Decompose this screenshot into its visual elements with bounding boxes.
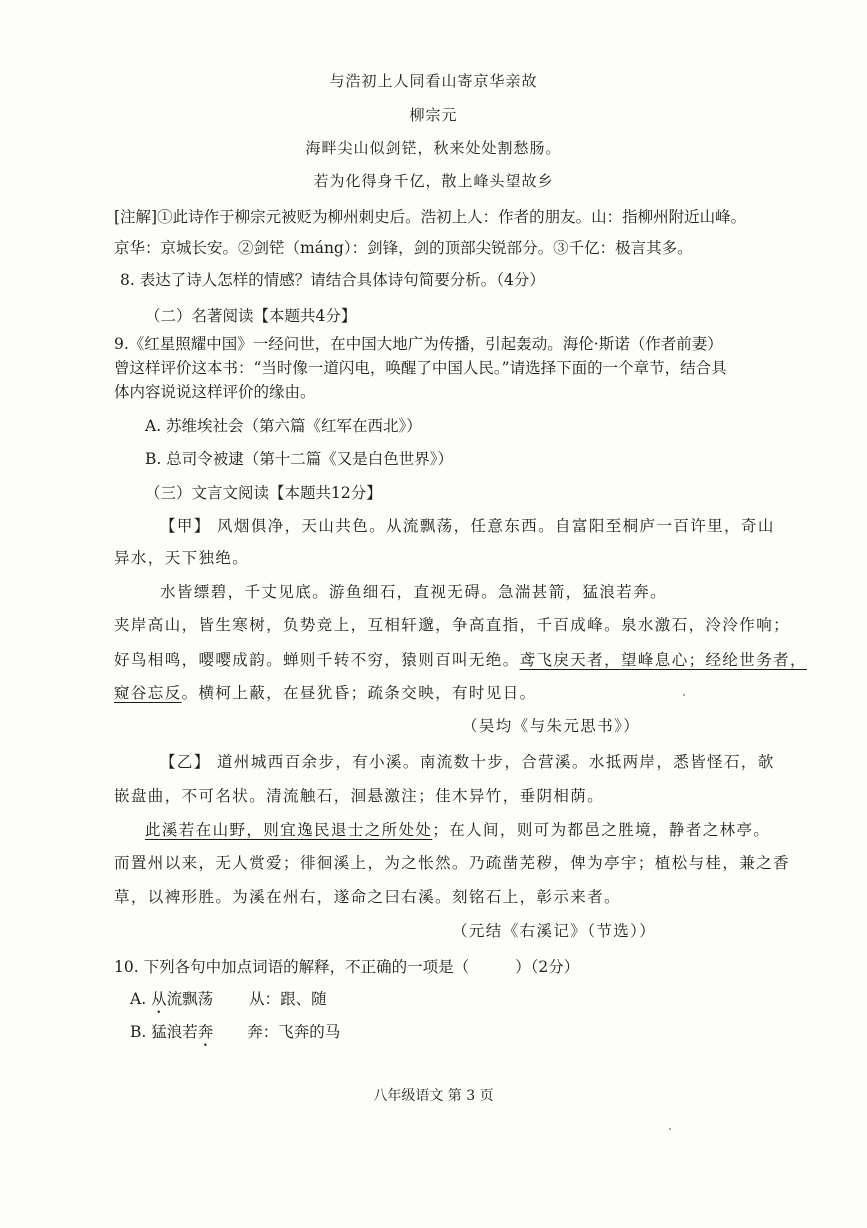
- passage-jia-line-2: 异水，天下独绝。: [114, 549, 250, 567]
- option-b-explanation: 奔：飞奔的马: [247, 1023, 341, 1041]
- poem-author: 柳宗元: [409, 106, 458, 124]
- section-3-heading: （三）文言文阅读【本题共12分】: [145, 484, 382, 502]
- passage-yi-line-3: [145, 818, 770, 840]
- passage-jia-line-6-text: 。横柯上蔽，在昼犹昏；疏条交映，有时见日。: [181, 684, 537, 702]
- page-footer: 八年级语文 第 3 页: [373, 1088, 494, 1104]
- question-9-option-b: B. 总司令被逮（第十二篇《又是白色世界》）: [145, 450, 453, 468]
- question-10-option-b: [130, 1020, 340, 1050]
- poem-note-line-1: [注解]①此诗作于柳宗元被贬为柳州刺史后。浩初上人：作者的朋友。山：指柳州附近山峰。: [114, 208, 747, 226]
- passage-jia-line-5-text: 好鸟相鸣，嘤嘤成韵。蝉则千转不穷，猿则百叫无绝。: [114, 651, 520, 669]
- question-10-score: ）（2分）: [515, 958, 580, 976]
- passage-jia-source: （吴均《与朱元思书》）: [462, 717, 641, 735]
- poem-line-2: 若为化得身千亿，散上峰头望故乡: [313, 172, 554, 190]
- passage-yi-line-3-text: ；在人间，则可为都邑之胜境，静者之林亭。: [432, 821, 771, 839]
- passage-jia-line-6: [114, 681, 537, 703]
- option-a-phrase-rest: 流飘荡: [166, 990, 214, 1008]
- option-a-prefix: A.: [130, 990, 152, 1008]
- scan-speck: [683, 694, 685, 696]
- poem-note-line-2: 京华：京城长安。②剑铓（máng）：剑锋，剑的顶部尖锐部分。③千亿：极言其多。: [114, 239, 693, 257]
- passage-yi-line-5: 草，以裨形胜。为溪在州右，遂命之曰右溪。刻铭石上，彰示来者。: [114, 888, 622, 906]
- question-10-option-a: [130, 987, 327, 1017]
- dotted-word: 奔: [197, 1023, 214, 1041]
- passage-yi-line-1: 【乙】 道州城西百余步，有小溪。南流数十步，合营溪。水抵两岸，悉皆怪石，欹: [160, 753, 775, 771]
- question-9-line-3: 体内容说说这样评价的缘由。: [114, 383, 316, 401]
- question-8: 8. 表达了诗人怎样的情感？请结合具体诗句简要分析。（4分）: [120, 271, 545, 289]
- dotted-word: 从: [151, 990, 167, 1008]
- underlined-sentence-yi: 此溪若在山野，则宜逸民退士之所处处: [145, 821, 433, 839]
- passage-jia-line-4: 夹岸高山，皆生寒树，负势竞上，互相轩邈，争高直指，千百成峰。泉水激石，泠泠作响；: [114, 616, 791, 634]
- option-a-explanation: 从：跟、随: [249, 990, 327, 1008]
- passage-jia-line-3: 水皆缥碧，千丈见底。游鱼细石，直视无碍。急湍甚箭，猛浪若奔。: [160, 583, 668, 601]
- underlined-sentence: 鸢飞戾天者，望峰息心；经纶世务者，: [519, 651, 807, 669]
- poem-line-1: 海畔尖山似剑铓，秋来处处割愁肠。: [305, 139, 562, 157]
- scan-speck: [669, 1128, 671, 1130]
- passage-jia-line-1: 【甲】 风烟俱净，天山共色。从流飘荡，任意东西。自富阳至桐庐一百许里，奇山: [160, 517, 775, 535]
- question-9-line-1: 9.《红星照耀中国》一经问世，在中国大地广为传播，引起轰动。海伦·斯诺（作者前妻）: [114, 335, 723, 353]
- passage-yi-line-4: 而置州以来，无人赏爱；徘徊溪上，为之怅然。乃疏凿芜秽，俾为亭宇；植松与桂，兼之香: [114, 854, 791, 872]
- question-9-option-a: A. 苏维埃社会（第六篇《红军在西北》）: [145, 417, 422, 435]
- passage-yi-line-2: 嵌盘曲，不可名状。清流触石，洄悬激注；佳木异竹，垂阴相荫。: [114, 787, 605, 805]
- underlined-sentence-end: 窥谷忘反: [114, 684, 182, 702]
- question-10-stem-text: 10. 下列各句中加点词语的解释，不正确的一项是（: [114, 958, 470, 976]
- section-2-heading: （二）名著阅读【本题共4分】: [145, 307, 357, 325]
- passage-yi-source: （元结《右溪记》（节选））: [452, 922, 657, 940]
- passage-jia-line-5: [114, 648, 807, 670]
- option-b-phrase: B. 猛浪若: [130, 1023, 198, 1041]
- question-10-stem: [114, 955, 579, 977]
- poem-title: 与浩初上人同看山寄京华亲故: [329, 72, 538, 90]
- question-9-line-2: 曾这样评价这本书：“当时像一道闪电，唤醒了中国人民。”请选择下面的一个章节，结合具: [114, 359, 727, 377]
